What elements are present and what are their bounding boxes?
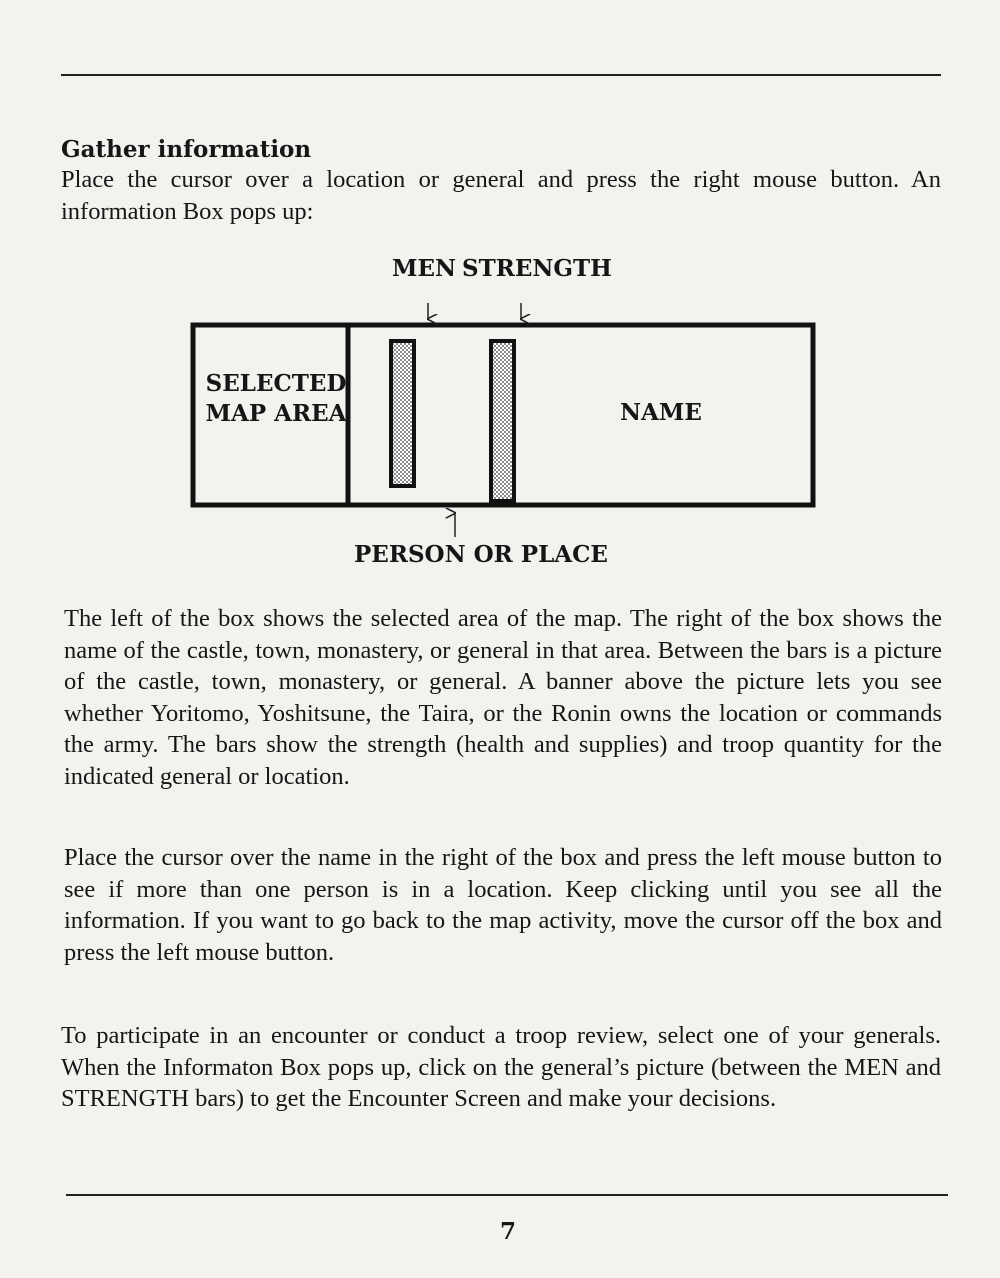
page-number: 7 xyxy=(499,1218,516,1245)
men-bar xyxy=(391,341,414,486)
men-label: MEN xyxy=(392,255,457,282)
paragraph-encounter: To participate in an encounter or conduct a troop review, select one of your generals. When the Informaton Box pops up, click on the general’s picture (between the MEN and STRENGTH bars) to get the Encounter Screen and make your decisions. xyxy=(61,1022,941,1112)
selected-map-area-label: SELECTED MAP AREA xyxy=(205,370,347,427)
name-label: NAME xyxy=(620,399,702,426)
information-box-diagram xyxy=(188,255,828,575)
strength-label: STRENGTH xyxy=(462,255,612,282)
person-or-place-label: PERSON OR PLACE xyxy=(354,541,608,568)
top-rule xyxy=(61,74,941,76)
section-heading: Gather information xyxy=(61,136,312,163)
paragraph-box-description: The left of the box shows the selected area of the map. The right of the box shows the name of the castle, town, monastery, or general in that area. Between the bars is a picture of the castle, town, monastery, or general. A banner above the picture lets you see whether Yoritomo, Yoshitsune, the Taira, or the Ronin owns the location or commands the army. The bars show the strength (health and supplies) and troop quantity for the indicated general or location. xyxy=(64,605,942,790)
strength-bar xyxy=(491,341,514,501)
bottom-rule xyxy=(66,1194,948,1196)
paragraph-intro: Place the cursor over a location or general and press the right mouse button. An information Box pops up: xyxy=(61,166,941,225)
paragraph-name-clicking: Place the cursor over the name in the right of the box and press the left mouse button to see if more than one person is in a location. Keep clicking until you see all the information. If you want to go back to the map activity, move the cursor off the box and press the left mouse button. xyxy=(64,844,942,966)
